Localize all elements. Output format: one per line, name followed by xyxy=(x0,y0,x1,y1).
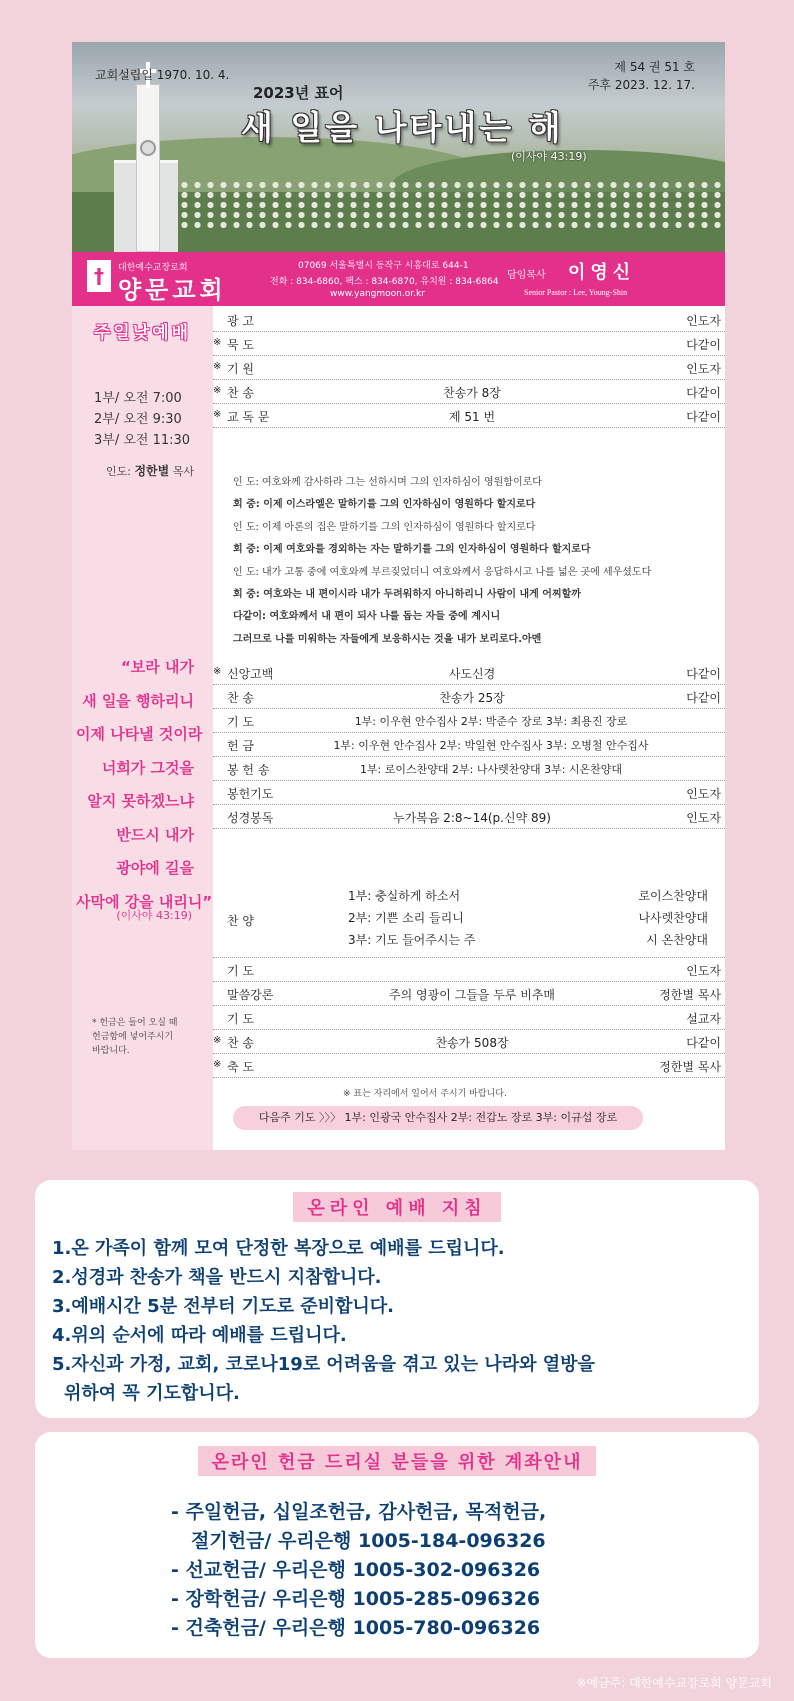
volume-issue: 제 54 권 51 호 xyxy=(614,60,695,74)
verse-line: 너희가 그것을 xyxy=(101,758,194,777)
header-photo xyxy=(72,42,725,252)
account-title-wrap xyxy=(35,1446,759,1476)
guide-item: 1.온 가족이 함께 모여 단정한 복장으로 예배를 드립니다. xyxy=(52,1238,505,1259)
order-label: 기 원 xyxy=(227,362,254,376)
order-content: 1부: 로이스찬양대 2부: 나사렛찬양대 3부: 시온찬양대 xyxy=(359,763,623,776)
guide-item: 5.자신과 가정, 교회, 코로나19로 어려움을 겪고 있는 나라와 열방을 xyxy=(52,1354,595,1375)
stand-mark: ※ xyxy=(213,1059,222,1070)
order-label: 기 도 xyxy=(227,1012,254,1026)
order-row xyxy=(213,805,725,829)
order-row xyxy=(213,661,725,685)
order-person: 다같이 xyxy=(686,386,721,400)
order-label: 찬 송 xyxy=(227,1036,254,1050)
order-content: 제 51 번 xyxy=(448,410,496,424)
offering-note xyxy=(92,1016,178,1058)
order-row xyxy=(213,1054,725,1078)
order-label: 기 도 xyxy=(227,715,254,729)
order-of-worship xyxy=(213,306,725,1150)
anthem-choir: 로이스찬양대 xyxy=(638,889,708,903)
order-label: 봉 헌 송 xyxy=(227,763,270,777)
reading-line: 인 도: 내가 고통 중에 여호와께 부르짖었더니 여호와께서 응답하시고 나를 넓은 곳에 세우셨도다 xyxy=(233,566,652,578)
service-title: 주일낮예배 xyxy=(93,323,192,343)
denomination: 대한예수교장로회 xyxy=(118,263,188,273)
anthem-title: 2부: 기쁜 소리 들리니 xyxy=(348,911,464,925)
leader-name: 정한별 xyxy=(134,464,170,478)
service-date: 주후 2023. 12. 17. xyxy=(587,78,695,92)
stand-mark: ※ xyxy=(213,385,222,396)
order-row xyxy=(213,380,725,404)
order-label: 말씀강론 xyxy=(227,988,274,1002)
stand-mark: ※ xyxy=(213,361,222,372)
sheep-flock xyxy=(152,180,725,232)
scripture-verse xyxy=(76,651,213,919)
verse-line: 반드시 내가 xyxy=(116,825,194,844)
order-content: 사도신경 xyxy=(448,667,496,681)
order-label: 기 도 xyxy=(227,964,254,978)
order-content: 누가복음 2:8~14(p.신약 89) xyxy=(393,811,551,825)
order-person: 설교자 xyxy=(686,1012,721,1026)
guide-title: 온라인 예배 지침 xyxy=(293,1192,500,1222)
anthem xyxy=(213,882,725,958)
anthem-line xyxy=(348,909,708,931)
reading-line: 회 중: 여호와는 내 편이시라 내가 두려워하지 아니하리니 사람이 내게 어찌할까 xyxy=(233,589,581,601)
order-row xyxy=(213,332,725,356)
order-content: 주의 영광이 그들을 두루 비추매 xyxy=(389,988,555,1002)
order-label: 찬 송 xyxy=(227,386,254,400)
anthem-line xyxy=(348,887,708,909)
order-label: 광 고 xyxy=(227,314,254,328)
order-row xyxy=(213,356,725,380)
stand-mark: ※ xyxy=(213,666,222,677)
pastor-english-name: Senior Pastor : Lee, Young-Shin xyxy=(524,288,628,297)
verse-line: 광야에 길을 xyxy=(116,859,194,877)
motto-year: 2023년 표어 xyxy=(253,84,344,102)
order-person: 다같이 xyxy=(686,410,721,424)
note-line: * 헌금은 들어 오실 때 xyxy=(92,1018,178,1028)
order-content: 1부: 이우현 안수집사 2부: 박준수 장로 3부: 최용진 장로 xyxy=(354,715,628,728)
church-banner xyxy=(72,252,725,306)
anthem-title: 1부: 충실하게 하소서 xyxy=(348,889,461,903)
order-row xyxy=(213,982,725,1006)
anthem-choir: 시 온찬양대 xyxy=(646,933,708,947)
verse-reference: (이사야 43:19) xyxy=(116,909,192,922)
account-info xyxy=(35,1432,759,1658)
guide-item: 위하여 꼭 기도합니다. xyxy=(64,1383,240,1404)
founding-date: 교회설립일 1970. 10. 4. xyxy=(95,68,230,82)
account-item: - 건축헌금/ 우리은행 1005-780-096326 xyxy=(171,1617,541,1639)
next-week-prayer: 다음주 기도 〉〉〉 1부: 인광국 안수집사 2부: 전갑노 장로 3부: 이규섭 장로 xyxy=(233,1106,643,1130)
order-label: 성경봉독 xyxy=(227,811,274,825)
order-label: 봉헌기도 xyxy=(227,787,274,801)
online-worship-guide xyxy=(35,1180,759,1418)
order-person: 인도자 xyxy=(686,787,721,801)
order-row xyxy=(213,308,725,332)
order-person: 인도자 xyxy=(686,362,721,376)
service-times xyxy=(94,388,190,451)
order-person: 인도자 xyxy=(686,314,721,328)
motto-title: 새 일을 나타내는 해 xyxy=(241,108,564,147)
note-line: 헌금함에 넣어주시기 xyxy=(92,1032,174,1042)
stand-mark: ※ xyxy=(213,337,222,348)
church-contacts: 전화 : 834-6860, 팩스 : 834-6870, 유치원 : 834-6864 xyxy=(270,277,499,287)
reading-line: 인 도: 이제 아론의 집은 말하기를 그의 인자하심이 영원하다 할지로다 xyxy=(233,521,536,533)
reading-line: 다같이: 여호와께서 내 편이 되사 나를 돕는 자들 중에 계시니 xyxy=(233,611,501,623)
order-row xyxy=(213,958,725,982)
bulletin xyxy=(72,42,725,1150)
order-content: 1부: 이우현 안수집사 2부: 박일현 안수집사 3부: 오병철 안수집사 xyxy=(333,739,649,752)
order-content: 찬송가 508장 xyxy=(435,1036,509,1050)
order-row xyxy=(213,709,725,733)
church-logo-icon: † xyxy=(87,260,111,292)
order-person: 정한별 목사 xyxy=(659,1060,721,1074)
worship-leader xyxy=(106,462,194,479)
order-row xyxy=(213,404,725,428)
church-address: 07069 서울특별시 동작구 시흥대로 644-1 xyxy=(298,261,469,271)
anthem-label: 찬 양 xyxy=(227,914,254,928)
guide-item: 4.위의 순서에 따라 예배를 드립니다. xyxy=(52,1325,347,1346)
verse-line: 이제 나타낼 것이라 xyxy=(76,725,203,743)
responsive-reading xyxy=(233,472,651,651)
guide-title-wrap xyxy=(35,1192,759,1222)
service-time: 3부/ 오전 11:30 xyxy=(94,433,191,448)
church-website[interactable]: www.yangmoon.or.kr xyxy=(330,289,425,299)
order-row xyxy=(213,757,725,781)
bulletin-sidebar xyxy=(72,306,213,1150)
account-item: - 장학헌금/ 우리은행 1005-285-096326 xyxy=(171,1588,541,1610)
motto-reference: (이사야 43:19) xyxy=(511,150,587,163)
pastor-label: 담임목사 xyxy=(507,270,546,281)
service-time: 1부/ 오전 7:00 xyxy=(94,391,182,406)
guide-item: 3.예배시간 5분 전부터 기도로 준비합니다. xyxy=(52,1296,394,1317)
order-row xyxy=(213,733,725,757)
pastor-name: 이영신 xyxy=(568,262,636,283)
account-list xyxy=(171,1498,546,1643)
verse-line: 사막에 강을 내리니” xyxy=(76,892,213,911)
guide-list xyxy=(52,1234,595,1408)
order-label: 찬 송 xyxy=(227,691,254,705)
order-content: 찬송가 8장 xyxy=(443,386,501,400)
reading-line: 회 중: 이제 여호와를 경외하는 자는 말하기를 그의 인자하심이 영원하다 할지로다 xyxy=(233,544,591,556)
reading-line: 인 도: 여호와께 감사하라 그는 선하시며 그의 인자하심이 영원함이로다 xyxy=(233,477,542,488)
reading-line: 회 중: 이제 이스라엘은 말하기를 그의 인자하심이 영원하다 할지로다 xyxy=(233,499,536,511)
order-label: 묵 도 xyxy=(227,338,254,352)
service-time: 2부/ 오전 9:30 xyxy=(94,412,182,427)
order-person: 정한별 목사 xyxy=(659,988,721,1002)
order-person: 인도자 xyxy=(686,811,721,825)
order-person: 다같이 xyxy=(686,1036,721,1050)
account-item: - 주일헌금, 십일조헌금, 감사헌금, 목적헌금, xyxy=(171,1501,547,1523)
order-label: 교 독 문 xyxy=(227,410,270,424)
leader-title: 목사 xyxy=(172,465,195,478)
anthem-line xyxy=(348,931,708,953)
order-label: 축 도 xyxy=(227,1060,254,1074)
guide-item: 2.성경과 찬송가 책을 반드시 지참합니다. xyxy=(52,1267,382,1288)
order-row xyxy=(213,781,725,805)
order-person: 인도자 xyxy=(686,964,721,978)
anthem-choir: 나사렛찬양대 xyxy=(638,911,708,925)
order-person: 다같이 xyxy=(686,667,721,681)
stand-mark: ※ xyxy=(213,409,222,420)
account-item: 절기헌금/ 우리은행 1005-184-096326 xyxy=(191,1530,546,1552)
verse-line: 알지 못하겠느냐 xyxy=(87,792,194,810)
account-holder-note: ※예금주: 대한예수교장로회 양문교회 xyxy=(576,1676,772,1690)
reading-line: 그러므로 나를 미워하는 자들에게 보응하시는 것을 내가 보리로다.아멘 xyxy=(233,633,542,645)
stand-mark: ※ xyxy=(213,1035,222,1046)
order-row xyxy=(213,1006,725,1030)
account-title: 온라인 헌금 드리실 분들을 위한 계좌안내 xyxy=(198,1446,597,1476)
order-person: 다같이 xyxy=(686,338,721,352)
leader-label: 인도: xyxy=(106,465,131,478)
note-line: 바랍니다. xyxy=(92,1046,130,1056)
account-item: - 선교헌금/ 우리은행 1005-302-096326 xyxy=(171,1559,541,1581)
order-label: 신앙고백 xyxy=(227,667,274,681)
order-row xyxy=(213,1030,725,1054)
order-label: 헌 금 xyxy=(227,739,254,753)
anthem-title: 3부: 기도 들어주시는 주 xyxy=(348,933,476,947)
order-row xyxy=(213,685,725,709)
church-tower xyxy=(136,84,160,252)
tower-ornament xyxy=(140,140,156,156)
verse-line: “보라 내가 xyxy=(120,658,194,676)
stand-note: ※ 표는 자리에서 일어서 주시기 바랍니다. xyxy=(343,1089,507,1099)
verse-line: 새 일을 행하리니 xyxy=(82,691,194,710)
order-person: 다같이 xyxy=(686,691,721,705)
church-name: 양문교회 xyxy=(118,276,227,304)
order-content: 찬송가 25장 xyxy=(439,691,505,705)
